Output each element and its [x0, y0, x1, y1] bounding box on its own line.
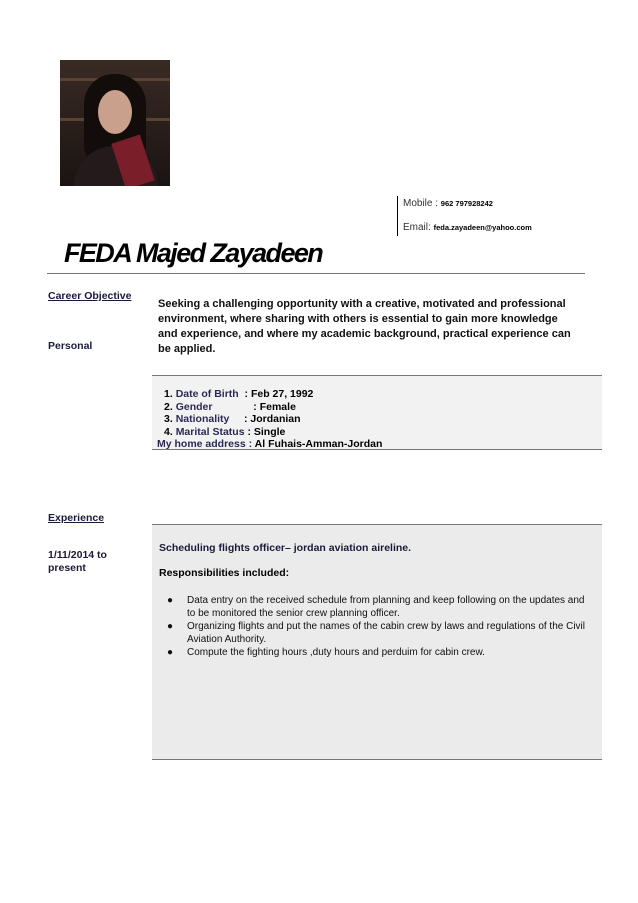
list-item: ● Data entry on the received schedule from planning and keep following on the updates and to be monitored the senior crew planning officer. [167, 595, 585, 619]
job-title: Scheduling flights officer– jordan aviation aireline. [159, 542, 412, 554]
info-value: Single [253, 425, 286, 438]
mobile-line [403, 198, 493, 209]
photo-face [98, 90, 132, 134]
objective-text: Seeking a challenging opportunity with a creative, motivated and professional environment, where sharing with others is essential to gain more knowledge and experience, and where my academic background, practical experience can be applied. [158, 298, 571, 355]
experience-date-start: 1/11/2014 to [48, 549, 107, 561]
profile-photo-icon [60, 60, 170, 186]
address-label: My home address : [157, 438, 253, 450]
mobile-label: Mobile : [403, 198, 439, 209]
email-label: Email: [403, 222, 431, 233]
info-label: Date of Birth [175, 388, 239, 400]
responsibilities-heading: Responsibilities included: [159, 567, 290, 579]
bullet-icon: ● [167, 595, 174, 606]
list-item: ● Organizing flights and put the names of the cabin crew by laws and regulations of the Civil Aviation Authority. [167, 621, 585, 645]
section-personal: Personal [48, 340, 93, 352]
experience-date-end: present [48, 562, 86, 574]
candidate-name: FEDA Majed Zayadeen [64, 238, 323, 268]
bullet-icon: ● [167, 621, 174, 632]
contact-divider [397, 196, 398, 236]
email-value: feda.zayadeen@yahoo.com [433, 223, 532, 232]
personal-info-list [164, 388, 313, 438]
responsibilities-list [152, 595, 592, 661]
info-label: Nationality [175, 413, 230, 425]
info-value: Feb 27, 1992 [250, 388, 314, 400]
email-line [403, 222, 532, 233]
personal-info-item: 2. Gender : Female [164, 400, 296, 413]
mobile-value: 962 797928242 [440, 199, 493, 208]
info-value: Female [259, 400, 296, 413]
address-value: Al Fuhais-Amman-Jordan [254, 438, 383, 450]
personal-info-item: 1. Date of Birth : Feb 27, 1992 [164, 388, 314, 400]
info-label: Marital Status [175, 425, 245, 438]
list-item: ● Compute the fighting hours ,duty hours and perduim for cabin crew. [167, 647, 485, 658]
section-experience: Experience [48, 512, 105, 524]
name-divider [47, 273, 585, 274]
personal-info-item: 3. Nationality : Jordanian [164, 413, 301, 425]
info-label: Gender [175, 400, 213, 413]
personal-info-item: 4. Marital Status : Single [164, 425, 286, 438]
section-career-objective: Career Objective [48, 290, 132, 302]
info-value: Jordanian [250, 413, 301, 425]
personal-info-box [152, 375, 602, 450]
bullet-icon: ● [167, 647, 174, 658]
experience-box [152, 524, 602, 760]
home-address [157, 438, 382, 450]
